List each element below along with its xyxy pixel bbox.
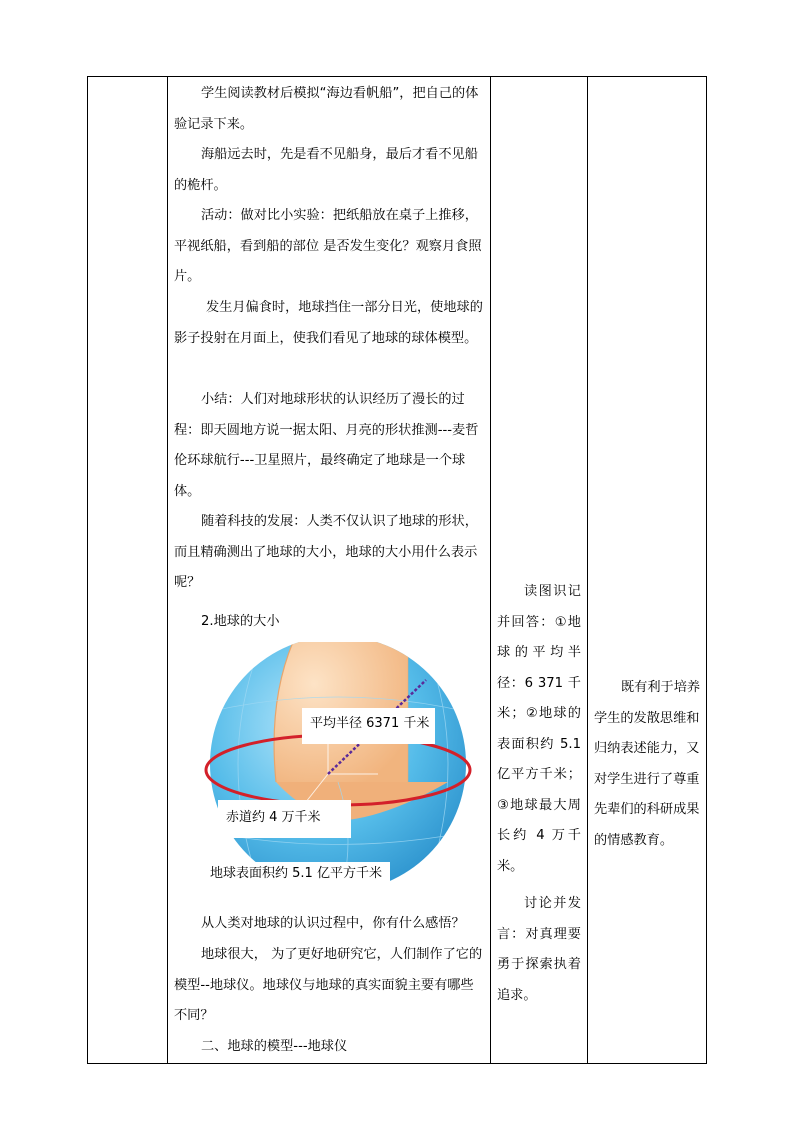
design-intent-column: [588, 77, 706, 1063]
section-earth-size: 2.地球的大小: [201, 614, 280, 629]
paragraph-eclipse: 发生月偏食时，地球挡住一部分日光，使地球的影子投射在月面上，使我们看见了地球的球体模型。: [174, 300, 483, 346]
equator-label: 赤道约 4 万千米: [218, 800, 351, 838]
paragraph-activity: 活动：做对比小实验：把纸船放在桌子上推移，平视纸船，看到船的部位 是否发生变化？观察月食照片。: [174, 208, 482, 284]
globe-illustration: [198, 642, 478, 882]
paragraph-reflection: 从人类对地球的认识过程中，你有什么感悟？: [201, 916, 465, 931]
section-globe: 二、地球的模型---地球仪: [201, 1039, 348, 1054]
paragraph-summary: 小结：人们对地球形状的认识经历了漫长的过程：即天圆地方说一据太阳、月亮的形状推测---麦哲伦环球航行---卫星照片，最终确定了地球是一个球体。: [174, 392, 479, 499]
radius-label: 平均半径 6371 千米: [302, 708, 435, 744]
student-activity-column: [491, 77, 587, 1063]
teaching-content-column: [168, 77, 490, 1063]
earth-size-figure: [198, 642, 478, 882]
paragraph-globe-model: 地球很大， 为了更好地研究它，人们制作了它的模型--地球仪。地球仪与地球的真实面貌主要有哪些不同？: [174, 947, 483, 1023]
student-discussion: 讨论并发言：对真理要勇于探索执着追求。: [497, 896, 581, 1003]
paragraph-tech: 随着科技的发展：人类不仅认识了地球的形状，而且精确测出了地球的大小，地球的大小用什么表示呢？: [174, 514, 478, 590]
design-intent-text: 既有利于培养学生的发散思维和归纳表述能力，又对学生进行了尊重先辈们的科研成果的情感教育。: [594, 680, 701, 848]
paragraph-ship-observation: 海船远去时，先是看不见船身，最后才看不见船的桅杆。: [174, 147, 478, 193]
surface-area-label: 地球表面积约 5.1 亿平方千米: [208, 862, 390, 886]
student-answer: 读图识记并回答：①地球的平均半径：6 371 千米；②地球的表面积约 5.1 亿平方千米；③地球最大周长约 4 万千米。: [497, 584, 581, 874]
lesson-table: [87, 76, 707, 1064]
paragraph-ship: 学生阅读教材后模拟“海边看帆船”，把自己的体验记录下来。: [174, 86, 479, 132]
